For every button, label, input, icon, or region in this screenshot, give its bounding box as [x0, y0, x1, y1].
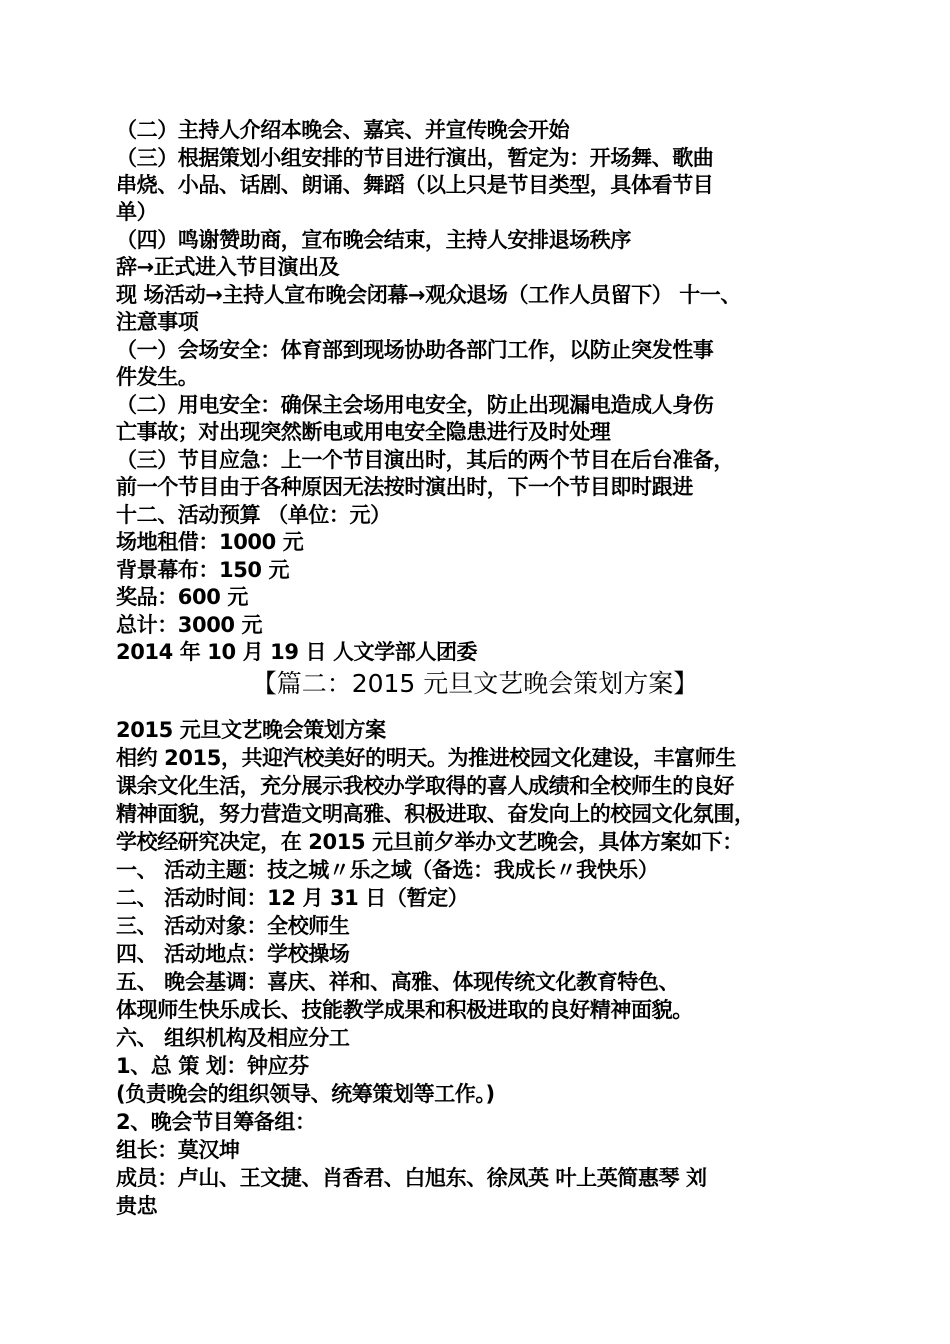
text-line: 现 场活动→主持人宣布晚会闭幕→观众退场（工作人员留下） 十一、: [116, 283, 742, 307]
text-line: 串烧、小品、话剧、朗诵、舞蹈（以上只是节目类型，具体看节目: [116, 173, 714, 197]
text-line: 场地租借：1000 元: [116, 530, 304, 554]
text-line: 五、 晚会基调：喜庆、祥和、高雅、体现传统文化教育特色、: [116, 970, 680, 994]
text-line: 三、 活动对象：全校师生: [116, 914, 350, 938]
text-line: 1、总 策 划：钟应芬: [116, 1054, 309, 1078]
text-line: 贵忠: [116, 1194, 158, 1218]
text-line: 相约 2015，共迎汽校美好的明天。为推进校园文化建设，丰富师生: [116, 746, 736, 770]
text-line: 学校经研究决定，在 2015 元旦前夕举办文艺晚会，具体方案如下：: [116, 830, 743, 854]
text-line: 总计：3000 元: [116, 613, 263, 637]
text-line: 辞→正式进入节目演出及: [116, 255, 340, 279]
text-line: 体现师生快乐成长、技能教学成果和积极进取的良好精神面貌。: [116, 998, 693, 1022]
text-line: 课余文化生活，充分展示我校办学取得的喜人成绩和全校师生的良好: [116, 774, 734, 798]
text-line: 精神面貌，努力营造文明高雅、积极进取、奋发向上的校园文化氛围，: [116, 802, 755, 826]
text-line: 奖品：600 元: [116, 585, 248, 609]
text-line: 一、 活动主题：技之城〃乐之域（备选：我成长〃我快乐）: [116, 858, 659, 882]
text-line: （三）根据策划小组安排的节目进行演出，暂定为：开场舞、歌曲: [116, 146, 714, 170]
text-line: （二）主持人介绍本晚会、嘉宾、并宣传晚会开始: [116, 118, 570, 142]
text-line: 十二、活动预算 （单位：元）: [116, 503, 391, 527]
text-line: 背景幕布：150 元: [116, 558, 290, 582]
text-line: 2、晚会节目筹备组：: [116, 1110, 316, 1134]
text-line: （一）会场安全：体育部到现场协助各部门工作，以防止突发性事: [116, 338, 714, 362]
text-line: (负责晚会的组织领导、统筹策划等工作。): [116, 1082, 495, 1106]
text-line: 单）: [116, 200, 158, 224]
text-line: （四）鸣谢赞助商，宣布晚会结束，主持人安排退场秩序: [116, 228, 631, 252]
text-line: 六、 组织机构及相应分工: [116, 1026, 350, 1050]
text-line: 成员：卢山、王文捷、肖香君、白旭东、徐凤英 叶上英简惠琴 刘: [116, 1166, 707, 1190]
text-line: 注意事项: [116, 310, 199, 334]
text-line: 件发生。: [116, 365, 199, 389]
text-line: 二、 活动时间：12 月 31 日（暂定）: [116, 886, 469, 910]
text-line: （二）用电安全：确保主会场用电安全，防止出现漏电造成人身伤: [116, 393, 714, 417]
text-line: 2014 年 10 月 19 日 人文学部人团委: [116, 640, 478, 664]
section-heading: 【篇二：2015 元旦文艺晚会策划方案】: [251, 669, 699, 698]
text-line: 前一个节目由于各种原因无法按时演出时，下一个节目即时跟进: [116, 475, 693, 499]
text-line: （三）节目应急：上一个节目演出时，其后的两个节目在后台准备，: [116, 448, 734, 472]
text-line: 组长：莫汉坤: [116, 1138, 240, 1162]
text-line: 亡事故；对出现突然断电或用电安全隐患进行及时处理: [116, 420, 611, 444]
text-line: 四、 活动地点：学校操场: [116, 942, 350, 966]
text-line: 2015 元旦文艺晚会策划方案: [116, 718, 386, 742]
